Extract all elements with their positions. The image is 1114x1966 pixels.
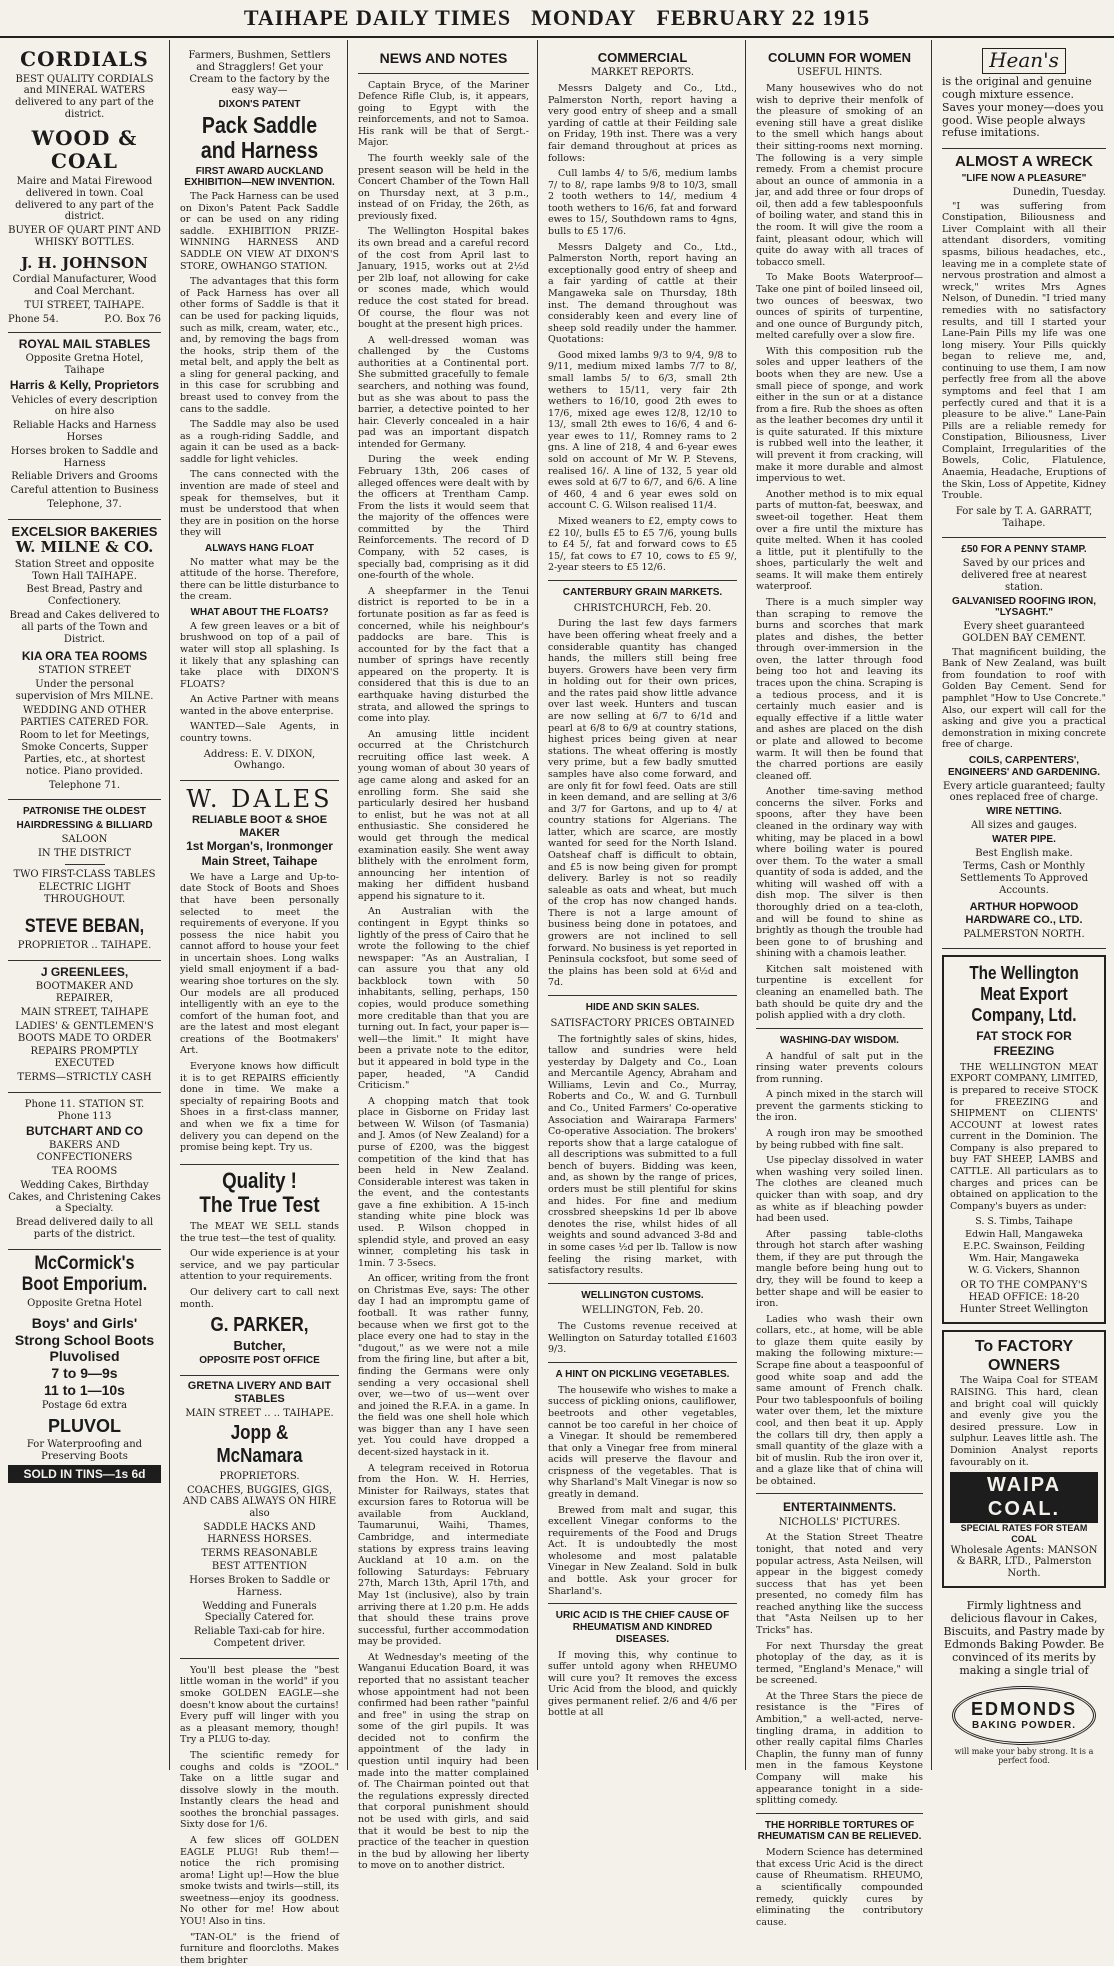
news-paragraph: At Wednesday's meeting of the Wanganui Education Board, it was reported that no assistant teacher whose appointment had not been confirmed had been rather "painful and free" in using the strap on some of the girl pupils. It was decided not to confirm the appointment of the lady in question until inquiry had been made into the matter complained of. The Chairman pointed out that the regulations expressly directed that corporal punishment should not be used with girls, and said that it would be best to nip the practice of the teacher in question in the bud by allowing her liberty to move on to another district. [358,1651,529,1872]
hide-subtitle: SATISFACTORY PRICES OBTAINED [550,1017,735,1029]
market-paragraph: Cull lambs 4/ to 5/6, medium lambs 7/ to 8/, rape lambs 9/8 to 10/3, small 2 tooth wethers to 14/, medium 4 tooth wethers to 16/6, fat and forward ewes to 15/, Southdown rams to 4gns, bulls to £5 17/6. [548,168,737,238]
column-5 [748,40,932,1928]
column-2 [172,40,348,1966]
edmonds-logo [952,1686,1096,1745]
wreck-seller: For sale by T. A. GARRATT, Taihape. [955,505,1093,529]
pluvol-brand: PLUVOL [47,1415,121,1436]
iron-text: That magnificent building, the Bank of New Zealand, was built from foundation to roof with Golden Bay Cement. Send for pamphlet "How to Use Concrete." Also, our expert will call for the asking and give you a practical demonstration in mixing concrete free of charge. [942,646,1106,751]
ad-dales [180,781,339,1164]
news-paragraph: An Australian with the contingent in Egypt thinks so lightly of the press of Cairo that he wrote the following to the chief newspaper: "As an Australian, I can assure you that any old backblock town with 50 inhabitants, selling, perhaps, 150 copies, would produce something more creditable than that you are turning out. In fact, your paper is—well—the limit." It might have been a private note to the editor, but it appeared in bold type in the paper, headed, "A Candid Criticism." [358,906,529,1092]
penny-sub: Saved by our prices and delivered free at nearest station. [961,558,1087,593]
dixon-patent: DIXON'S PATENT [218,99,301,111]
hide-title: HIDE AND SKIN SALES. [585,1001,700,1013]
commercial-section: COMMERCIAL [597,50,688,65]
uric-title: URIC ACID IS THE CHIEF CAUSE OF RHEUMATISM AND KINDRED DISEASES. [555,1610,730,1645]
pipe-sub: Best English make. [975,847,1073,859]
ad-hean [942,44,1106,149]
kia-ora-line: WEDDING AND OTHER PARTIES CATERED FOR. [20,704,149,728]
column-4 [540,40,746,1770]
royal-mail-line: Vehicles of every description on hire also [11,394,158,418]
dales-paragraph: Everyone knows how difficult it is to get REPAIRS efficiently done in time. We make a specialty of repairing Boots and Shoes in a first-class manner, and when we fix a time for delivery you can depend on the promise being kept. Try us. [180,1061,339,1154]
ad-parker [180,1165,339,1376]
dales-location: 1st Morgan's, Ironmonger [186,839,333,854]
women-paragraph: To Make Boots Waterproof—Take one pint of boiled linseed oil, two ounces of beeswax, two ounces of spirits of turpentine, and one ounce of Burgundy pitch, melted carefully over a slow fire. [756,272,923,342]
saloon-role: PROPRIETOR .. TAIHAPE. [17,940,152,952]
ad-gretna [180,1376,339,1659]
dales-sub: RELIABLE BOOT & SHOE MAKER [191,813,328,839]
iron-coils: COILS, CARPENTERS', ENGINEERS' AND GARDENING. [947,754,1101,778]
women-paragraph: Many housewives who do not wish to deprive their menfolk of the pleasure of smoking of an evening still have a great dislike to the smell which hangs about their sitting-rooms next morning. The following is a very simple remedy. From a chemist procure about an ounce of ammonia in a jar, and add three or four drops of oil, then add a few tablespoonfuls of boiling water, and stand this in the room. It will give the room a faint, pleasant odour, which will quite do away with all traces of tobacco smell. [756,83,923,268]
johnson-phone: Phone 54. [8,313,59,325]
kia-ora-phone: Telephone 71. [48,779,121,791]
cordials-title: CORDIALS [20,47,149,71]
factory-text: The Waipa Coal for STEAM RAISING. This hard, clean and bright coal will quickly and evenly give you the desired pressure. Low in sulphur. Leaves little ash. The Dominion Analyst reports favourably on it. [950,1375,1098,1468]
tobacco-paragraph: A few slices off GOLDEN EAGLE PLUG! Rub them!—notice the rich promising aroma! Light up!—How the blue smoke twists and twirls—still, its sweetness—enjoy its goodness. No other for me! How about YOU! Also in tins. [180,1834,339,1928]
gretna-line: SADDLE HACKS AND HARNESS HORSES. [203,1521,316,1545]
saloon-line: PATRONISE THE OLDEST [23,806,146,818]
mccormick-sub: Opposite Gretna Hotel [27,1297,142,1309]
gretna-line: Horses Broken to Saddle or Harness. [189,1575,330,1598]
royal-mail-phone: Telephone, 37. [47,498,122,510]
butchart-line: Wedding Cakes, Birthday Cakes, and Christening Cakes a Specialty. [8,1179,161,1215]
ad-wreck [942,149,1106,538]
butchart-line: Bread delivered daily to all parts of the district. [15,1217,154,1241]
grain-title: CANTERBURY GRAIN MARKETS. [562,586,723,598]
wood-coal-title: WOOD & COAL [31,125,138,174]
ad-hopwood [942,538,1106,949]
royal-mail-line: Careful attention to Business [10,485,159,497]
market-body [548,83,737,574]
tobacco-notices [180,1665,339,1966]
water-pipe: WATER PIPE. [992,833,1056,845]
entertainments-paragraph: At the Three Stars the piece de resistance is the "Fires of Ambition," a well-acted, nerve-tingling drama, in addition to other really capital films Charles Chaplin, the funny man of funny men in the famous Keystone Company will make his appearance tonight in a side-splitting comedy. [756,1690,923,1807]
meat-buyer: S. S. Timbs, Taihape [975,1216,1073,1228]
meat-buyer: W. G. Vickers, Shannon [968,1265,1080,1277]
women-body [756,83,923,1022]
washing-paragraph: Use pipeclay dissolved in water when washing very soiled linen. The clothes are cleaned much quicker than with soap, and dry as white as if bleaching powder had been used. [756,1155,923,1225]
women-paragraph: Another time-saving method concerns the silver. Forks and spoons, after they have been cleaned in the ordinary way with whiting, may be placed in a bowl where boiling water is poured over them. To the water a small quantity of soda is added, and the whiting will washed off with a dish mop. The silver is then thoroughly dried on a tea-cloth, and will be found to shine as brightly as though the trouble had been gone to of brushing and shining with a chamois leather. [756,786,923,960]
hean-text: is the original and genuine cough mixture essence. Saves your money—does you good. Wise people always refuse imitations. [942,74,1104,140]
johnson-name: J. H. JOHNSON [21,253,148,272]
parker-location: OPPOSITE POST OFFICE [199,1355,320,1366]
parker-paragraph: Our wide experience is at your service, and we pay particular attention to your requirements. [180,1248,339,1283]
cordials-text: BEST QUALITY CORDIALS and MINERAL WATERS delivered to any part of the district. [15,73,154,120]
parker-paragraph: The MEAT WE SELL stands the true test—the test of quality. [180,1221,339,1244]
royal-mail-title: ROYAL MAIL STABLES [18,336,151,351]
news-body [358,80,529,1872]
issue-day: MONDAY [531,5,637,30]
kia-ora-line: Room to let for Meetings, Smoke Concerts, Supper Parties, etc., at shortest notice. Piano provided. [19,730,150,777]
dixon-paragraph: The Pack Harness can be used on Dixon's Patent Pack Saddle or can be used on any riding saddle. EXHIBITION PRIZE-WINNING HARNESS AND SADDLE ON VIEW AT DIXON'S STORE, OWHANGO STATION. [180,191,339,272]
column-3 [350,40,538,1872]
ad-dixon [180,44,339,781]
customs-dateline: WELLINGTON, Feb. 20. [581,1305,704,1317]
news-paragraph: A chopping match that took place in Gisborne on Friday last between W. Wilson (of Tasmania) and J. Amos (of New Zealand) for a purse of £200, was the biggest competition of the kind that has been held in New Zealand. Considerable interest was taken in the event, and the contestants gave a fine exhibition. A 15-inch standing white pine block was used. P. Wilson chopped in splendid style, and proved an easy winner, completing his task in 1min. 7 3-5secs. [358,1095,529,1269]
dixon-paragraph: The cans connected with the invention are made of steel and speak for themselves, but it must be understood that when they are in position on the horse they will [180,469,339,539]
dales-paragraph: We have a Large and Up-to-date Stock of Boots and Shoes that have been personally selected to meet the requirements of everyone. If you possess the nice habit you cannot afford to house your feet in uncertain shoes. Long walks yield small enjoyment if a bad-wearing shoe tortures on the sly. Our models are all produced intelligently with an eye to the comfort of the human foot, and are the latest and most elegant creations of the Bootmakers' Art. [180,871,339,1057]
dixon-paragraph: An Active Partner with means wanted in the above enterprise. [180,694,339,717]
royal-mail-line: Horses broken to Saddle and Harness [10,445,159,469]
women-paragraph: Another method is to mix equal parts of mutton-fat, beeswax, and sweet-oil together. Heat them over a fire until the mixture has quite melted. When it has cooled a little, put it plentifully to the shoes, particularly the welt and seams. It will make them entirely waterproof. [756,488,923,593]
edmonds-brand: EDMONDS [970,1698,1077,1719]
parker-name: G. PARKER, [210,1314,309,1337]
kia-ora-line: Under the personal supervision of Mrs MILNE. [15,679,154,703]
wreck-dateline: Dunedin, Tuesday. [1012,186,1106,198]
pickle-paragraph: Brewed from malt and sugar, this excellent Vinegar conforms to the requirements of the Food and Drugs Act. It is undoubtedly the most wholesome and most palatable Vinegar in New Zealand. Sold in bulk and bottle. Ask your grocer for Sharland's. [548,1504,737,1597]
gretna-title: GRETNA LIVERY AND BAIT STABLES [187,1379,332,1405]
wood-coal-text: Maire and Matai Firewood delivered in town. Coal delivered to any part of the district. [15,175,154,223]
johnson-role: Cordial Manufacturer, Wood and Coal Merchant. [12,274,157,298]
iron-sub: Every sheet guaranteed GOLDEN BAY CEMENT. [962,621,1086,644]
news-paragraph: A sheepfarmer in the Tenui district is reported to be in a fortunate position as far as feed is concerned, while his neighbour's paddocks are bare. This is accounted for by the fact that a number of springs have recently appeared on the property. It is considered that this is due to an earthquake having disturbed the strata, and allowed the springs to come into play. [358,585,529,725]
grain-paragraph: During the last few days farmers have been offering wheat freely and a considerable quantity has changed hands, the millers still being free buyers. Growers have been very firm in holding out for their own prices, and the rates paid show little advance over last week. Hunters and tuscan are now selling at 6/7 to 6/1d and pearl at 6/8 to 6/9 at country stations, highest prices being given at near stations. The wheat offering is mostly very prime, but a few badly smutted samples have also come forward, and are only fit for fowl feed. Oats are still in keen demand, and are selling at 3/6 and 3/7 for Gartons, and up to 4/ at country stations for Algerians. The latter, which are scarce, are mostly wanted for seed for the North Island. Oatsheaf chaff is difficult to obtain, and £5 is now being given for prompt delivery. Barley is not so readily saleable as oats and wheat, but much of the crop has now changed hands. There is not a large amount of business being done in potatoes, and growers are not inclined to sell forward. No business is yet reported in Peninsula cocksfoot, but some seed of the plains has been sold at 6½d and 7d. [548,618,737,989]
women-title: COLUMN FOR WOMEN [768,50,911,65]
butchart-line: BAKERS AND CONFECTIONERS [36,1140,133,1164]
news-title: NEWS AND NOTES [379,50,508,66]
royal-mail-line: Reliable Hacks and Harness Horses [12,420,157,443]
rheum-paragraph: Modern Science has determined that excess Uric Acid is the direct cause of Rheumatism. RHEUMO, a scientifically compounded remedy, quickly cures by eliminating the contributory cause. [756,1847,923,1928]
ad-cordials [8,44,161,333]
wreck-subtitle: "LIFE NOW A PLEASURE" [961,173,1087,185]
dixon-paragraph: The advantages that this form of Pack Harness has over all other forms of Saddle is that it can be used for packing liquids, such as milk, cream, water, etc., and, by removing the bags from the hooks, strip them of the metal belt, and apply the belt as a sling for general packing, and in this case for scrubbing and breast used to convey from the cans to the saddle. [180,276,339,415]
gretna-line: COACHES, BUGGIES, GIGS, AND CABS ALWAYS ON HIRE also [182,1484,337,1520]
bakeries-name: W. MILNE & CO. [15,538,154,557]
dixon-intro: Farmers, Bushmen, Settlers and Stragglers! Get your Cream to the factory by the easy way— [188,50,331,97]
bakeries-line: Best Bread, Pastry and Confectionery. [26,584,143,608]
customs-title: WELLINGTON CUSTOMS. [581,1289,704,1301]
bottles-text: BUYER OF QUART PINT AND WHISKY BOTTLES. [8,225,161,248]
wire-sizes: All sizes and gauges. [970,819,1078,831]
washing-paragraph: After passing table-cloths through hot starch after washing them, if they are put through the mangle before being hung out to dry, they will be found to keep a better shape and will be easier to iron. [756,1228,923,1310]
quality-title: Quality ! [222,1167,297,1193]
wreck-title: ALMOST A WRECK [954,153,1094,171]
news-paragraph: A telegram received in Rotorua from the Hon. W. H. Herries, Minister for Railways, states that excursion fares to Rotorua will be available from Auckland, Taumarunui, Waihi, Thames, Cambridge, and intermediate stations by express trains leaving Auckland at 10 a.m. on the following Saturdays: February 27th, March 13th, April 17th, and May 1st (inclusive), also by train arriving there at 1.20 p.m. He adds that should these trains prove successful, further accommodation may be provided. [358,1462,529,1648]
bakeries-line: Bread and Cakes delivered to all parts of the Town and District. [9,609,160,645]
dixon-float-warning: ALWAYS HANG FLOAT [205,542,314,554]
market-paragraph: Messrs Dalgety and Co., Ltd., Palmerston North, report having a very good entry of sheep and a small yarding of cattle at their Feilding sale on Friday, 19th inst. There was a very fair demand throughout at prices as follows: [548,83,737,164]
meat-title: The Wellington Meat Export Company, Ltd. [969,963,1079,1025]
dixon-award: FIRST AWARD AUCKLAND EXHIBITION—NEW INVENTION. [184,165,335,189]
saloon-line: SALOON [61,834,108,846]
dales-name: W. DALES [186,785,333,814]
bakeries-title: EXCELSIOR BAKERIES [11,523,158,539]
gretna-street: MAIN STREET .. .. TAIHAPE. [185,1407,334,1419]
edmonds-subtitle: BAKING POWDER. [971,1719,1076,1731]
women-paragraph: Kitchen salt moistened with turpentine is excellent for cleaning an enamelled bath. The bath should be quite dry and the polish applied with a dry cloth. [756,963,923,1022]
mccormick-price: 7 to 9—9s [51,1364,118,1381]
kia-ora-sub: STATION STREET [38,665,131,677]
women-paragraph: There is a much simpler way than scraping to remove the burns and scorches that mark plates and dishes, the better through over-immersion in the oven, the latter through food being too hot and leaving its traces upon the china. Scraping is a tedious process, and it is certainly much easier and is equally effective if a little water and ashes are placed on the dish or plate and allowed to become warm. It will then be found that the charred portions are easily cleaned off. [756,596,923,782]
entertainments-title: ENTERTAINMENTS. [782,1500,897,1515]
news-paragraph: Captain Bryce, of the Mariner Defence Rifle Club, is, it appears, going to Egypt with the reinforcements, and not to Samoa. His rank will be that of Sergt.-Major. [358,79,529,149]
pickle-paragraph: The housewife who wishes to make a success of pickling onions, cauliflower, beetroots and other vegetables, cannot be too careful in her choice of a Vinegar. It should be remembered that only a Vinegar free from mineral acids will preserve the flavour and crispness of the vegetables. That is why Sharland's Malt Vinegar is now so greatly in demand. [548,1384,737,1500]
dixon-title: Pack Saddle and Harness [200,111,319,164]
factory-agent: Wholesale Agents: MANSON & BARR, LTD., Palmerston North. [950,1544,1098,1580]
news-paragraph: During the week ending February 13th, 206 cases of alleged offences were dealt with by the officers at Trentham Camp. From the lists it would seem that the majority of the offences were committed by the Third Reinforcements. The record of D Company, with 52 cases, is specially bad, comprising as it did one-fourth of the whole. [358,454,529,582]
greenlees-line: BOOTMAKER AND REPAIRER, [35,981,134,1005]
kia-ora-title: KIA ORA TEA ROOMS [21,649,148,664]
hean-brand: Hean's [982,48,1066,74]
ad-saloon [8,800,161,961]
market-paragraph: Good mixed lambs 9/3 to 9/4, 9/8 to 9/11, medium mixed lambs 7/7 to 8/, small lambs 5/ to 6/3, small 2th wethers to 15/11, very fair 2th wethers to 16/10, good 2th ewes to 17/6, mixed age ewes 12/8, 12/10 to 13/, small 2th ewes to 16/6, 4 and 6-year ewes to 11/, Romney rams to 2 gns. A line of 218, 4 and 6-year ewes sold on account of Mr W. P. Stevens, realised 16/. A line of 132, 5 year old ewes sold at 6/7 to 6/7, and 6/6. A line of 460, 4 and 6 year ewes sold on account C. G. Wilson realised 11/4. [548,349,737,512]
butchart-name: BUTCHART AND CO [26,1124,143,1139]
meat-office: OR TO THE COMPANY'S HEAD OFFICE: 18-20 Hunter Street Wellington [959,1280,1089,1315]
factory-title: To FACTORY OWNERS [974,1337,1074,1374]
uric-paragraph: If moving this, why continue to suffer untold agony when RHEUMO will cure you? It removes the excess Uric Acid from the blood, and quickly gives permanent relief. 2/6 and 4/6 per bottle at all [548,1649,737,1719]
tobacco-paragraph: "TAN-OL" is the friend of furniture and floorcloths. Makes them brighter [180,1931,339,1966]
entertainments-paragraph: At the Station Street Theatre tonight, that noted and very popular actress, Asta Neilsen, will appear in the biggest comedy success that has yet been presented, no comedy film has reached anything like the success that "Asta Neilsen up to her Tricks" has. [756,1532,923,1636]
ad-bakeries [8,520,161,801]
women-paragraph: With this composition rub the soles and upper leathers of the boots when they are new. Use a small piece of sponge, and work either in the sun or at a distance from a fire. Rub the shoes as often as the leather becomes dry until it is quite saturated. If this mixture is rubbed well into the leather, it will prevent it from cracking, will make it more durable and almost impervious to wet. [756,345,923,485]
tobacco-paragraph: The scientific remedy for coughs and colds is "ZOOL." Take on a little sugar and dissolve slowly in the mouth. Instantly clears the head and soothes the bronchial passages. Sixty dose for 1/6. [180,1749,339,1831]
meat-buyer: Edwin Hall, Mangaweka [965,1228,1083,1240]
edmonds-slogan: will make your baby strong. It is a perfect food. [954,1746,1094,1766]
greenlees-line: REPAIRS PROMPTLY EXECUTED [30,1046,139,1070]
waipa-brand: WAIPA COAL. [950,1472,1098,1523]
column-1 [0,40,170,1770]
pickle-title: A HINT ON PICKLING VEGETABLES. [555,1368,730,1380]
johnson-box: P.O. Box 76 [104,313,161,325]
market-reports-title: MARKET REPORTS. [590,67,695,79]
pluvol-tins: SOLD IN TINS—1s 6d [8,1465,161,1483]
entertainments-paragraph: For next Thursday the great photoplay of the day, as it is termed, "England's Menace," will be screened. [756,1640,923,1687]
mccormick-offer: Boys' and Girls' Strong School Boots Pluvolised [14,1315,155,1365]
ad-edmonds [942,1594,1106,1774]
meat-buyer: E.P.C. Swainson, Feilding [963,1240,1085,1252]
washing-title: WASHING-DAY WISDOM. [780,1034,899,1046]
hopwood-location: PALMERSTON NORTH. [963,928,1085,940]
ad-greenlees [8,961,161,1093]
hopwood-terms: Terms, Cash or Monthly Settlements To Approved Accounts. [960,861,1088,896]
johnson-street: TUI STREET, TAIHAPE. [24,300,145,312]
washing-paragraph: A handful of salt put in the rinsing water prevents colours from running. [756,1050,923,1085]
news-paragraph: A well-dressed woman was challenged by the Customs authorities at a Continental port. She submitted gracefully to female searchers, and nothing was found, but as she was about to pass the barrier, a detective pointed to her hair. Cleverly concealed in a hair pad was an important dispatch intended for Germany. [358,334,529,450]
market-paragraph: Mixed weaners to £2, empty cows to £2 10/, bulls £5 to £5 7/6, young bulls to £4 5/, fat and forward cows to £5 15/, fat cows to £7 10, cows to £5 9/, 2-year steers to £5 12/6. [548,515,737,574]
quality-subtitle: The True Test [199,1191,320,1217]
mccormick-price: 11 to 1—10s [44,1381,125,1398]
saloon-proprietor: STEVE BEBAN, [24,916,145,937]
greenlees-line: MAIN STREET, TAIHAPE [20,1006,149,1018]
issue-date: FEBRUARY 22 1915 [656,5,871,30]
entertainments-subtitle: NICHOLLS' PICTURES. [778,1516,901,1528]
parker-role: Butcher, [233,1337,286,1353]
iron-guarantee: Every article guaranteed; faulty ones replaced free of charge. [942,780,1106,804]
mccormick-postage: Postage 6d extra [41,1400,128,1412]
butchart-phone: Phone 11. STATION ST. Phone 113 [24,1098,145,1122]
factory-rates: SPECIAL RATES FOR STEAM COAL [960,1523,1088,1544]
rheum-title: THE HORRIBLE TORTURES OF RHEUMATISM CAN BE RELIEVED. [757,1819,922,1843]
meat-subtitle: FAT STOCK FOR FREEZING [976,1029,1072,1058]
meat-buyer: Wm. Hair, Mangaweka [969,1252,1079,1264]
washing-paragraph: A rough iron may be smoothed by being rubbed with fine salt. [756,1128,923,1151]
grain-dateline: CHRISTCHURCH, Feb. 20. [573,602,712,614]
iron-title: GALVANISED ROOFING IRON, "LYSAGHT." [951,595,1097,619]
women-subtitle: USEFUL HINTS. [796,67,883,79]
dixon-paragraph: A few green leaves or a bit of brushwood on top of a pail of water will stop all splashing. Is it likely that any splashing can take place with DIXON'S FLOATS? [180,620,339,690]
hide-paragraph: The fortnightly sales of skins, hides, tallow and sundries were held yesterday by Dalgety and Co., Loan and Mercantile Agency, Abraham and Williams, Levin and Co., Murray, Roberts and Co., W. and G. Turnbull and Co., United Farmers' Co-operative Association and Wairarapa Farmers' Co-operative Association. The brokers' reports show that a large catalogue of all descriptions was submitted to a full bench of buyers. Bidding was keen, and, as shown by the range of prices, orders must be still plentiful for skins and hides. For fine and medium crossbred sheepskins 1d per lb above denotes the rise, whilst hides of all weights and sound advanced 3-8d and in some cases ½d per lb. Tallow is now feeling the rising market, with satisfactory results. [548,1033,737,1277]
dixon-floats-question: WHAT ABOUT THE FLOATS? [190,607,329,619]
dales-location: Main Street, Taihape [201,853,318,868]
column-6 [934,40,1114,1770]
ad-mccormick [8,1250,161,1489]
masthead [0,0,1114,38]
royal-mail-proprietors: Harris & Kelly, Proprietors [9,378,160,393]
royal-mail-line: Reliable Drivers and Grooms [11,471,158,483]
washing-paragraph: Ladies who wash their own collars, etc., at home, will be able to glaze them quite easily by making the following mixture:—Scrape fine about a teaspoonful of good white soap and add the same amount of French chalk. Pour two tablespoonfuls of boiling water over them, let the mixture cool, and then beat it up. Apply the collars till dry, then apply a small quantity of the glaze with a bit of muslin. Rub the iron over it, and a glaze like that of china will be obtained. [756,1313,923,1487]
mccormick-title: McCormick's Boot Emporium. [21,1252,148,1295]
saloon-line: TWO FIRST-CLASS TABLES [13,868,156,880]
ad-royal-mail [8,333,161,520]
market-paragraph: Messrs Dalgety and Co., Ltd., Palmerston North, report having an exceptionally good entry of sheep and a fair yarding of cattle at their Mangaweka sale on Thursday, 18th inst. The demand throughout was considerably keen and every line of sheep sold readily under the hammer. Quotations: [548,241,737,346]
gretna-line: Wedding and Funerals Specially Catered for. [202,1600,317,1624]
gretna-line: Reliable Taxi-cab for hire. Competent driver. [194,1626,325,1650]
dixon-paragraph: The Saddle may also be used as a rough-riding Saddle, and again it can be used as a back-saddle for light vehicles. [180,419,339,465]
saloon-line: ELECTRIC LIGHT THROUGHOUT. [38,882,131,906]
dixon-address: Address: E. V. DIXON, Owhango. [203,748,316,772]
ad-waipa-coal [942,1330,1106,1588]
news-paragraph: An officer, writing from the front on Christmas Eve, says: The other day I had an impromptu game of football. It was rather funny, because when we first got to the place every one had to stay in the "dugout," as we were not a mile from the firing line, but after a bit, finding the Germans were only sending a very occasional shell over, we—two of us—went over and joined the R.F.A. in a game. In the field was one shell hole which was bigger than any I have seen yet. You could have dropped a decent-sized haystack in it. [358,1273,529,1458]
gretna-line: BEST ATTENTION [211,1561,308,1573]
edmonds-text: Firmly lightness and delicious flavour in Cakes, Biscuits, and Pastry made by Edmonds Baking Powder. Be convinced of its merits by making a single trial of [943,1598,1105,1677]
greenlees-name: J GREENLEES, [40,965,129,980]
news-paragraph: An amusing little incident occurred at the Christchurch recruiting office last week. A young woman of about 30 years of age came along and asked for an enrolling form. She said she particularly desired her husband to enlist, but he was not at all enthusiastic. She considered he would get through the medical examination easily. She went away blithely with the enrolment form, announcing her intention of making her diffident husband append his signature to it. [358,728,529,902]
meat-text: THE WELLINGTON MEAT EXPORT COMPANY, LIMITED, is prepared to receive STOCK for FREEZING and SHIPMENT on CLIENTS' ACCOUNT at lowest rates current in the Dominion. The Company is also prepared to buy FAT SHEEP, LAMBS and CATTLE. All particulars as to charges and prices can be obtained on application to the Company's buyers as under: [950,1061,1098,1212]
bakeries-address: Station Street and opposite Town Hall TAIHAPE. [14,558,155,582]
ad-meat-export [942,955,1106,1323]
newspaper-title: TAIHAPE DAILY TIMES [243,5,512,30]
news-paragraph: The fourth weekly sale of the present season will be held in the Concert Chamber of the Town Hall on Thursday next, at 3 p.m., instead of on Friday, the 26th, as previously fixed. [358,152,529,222]
greenlees-line: LADIES' & GENTLEMEN'S BOOTS MADE TO ORDER [15,1020,154,1044]
penny-title: £50 FOR A PENNY STAMP. [961,544,1087,556]
wire-netting: WIRE NETTING. [986,806,1062,818]
gretna-proprietors: PROPRIETORS. [219,1470,300,1482]
dixon-paragraph: No matter what may be the attitude of the horse. Therefore, there can be little disturbance to the cream. [180,556,339,603]
dixon-paragraph: WANTED—Sale Agents, in country towns. [180,721,339,745]
washing-paragraph: A pinch mixed in the starch will prevent the garments sticking to the iron. [756,1089,923,1124]
greenlees-line: TERMS—STRICTLY CASH [17,1071,152,1083]
news-paragraph: The Wellington Hospital bakes its own bread and a careful record of the cost from April last to January, 1915, works out at 2½d per 2lb loaf, not allowing for cake or scones made, which would reduce the cost stated for bread. Of course, the flour was not bought at the present high prices. [358,226,529,331]
wreck-paragraph: "I was suffering from Constipation, Biliousness and Liver Complaint with all their attendant disorders, vomiting spasms, bilious headaches, etc., leaving me in a complete state of nervous prostration and almost a wreck," writes Mrs Agnes Nelson, of Dunedin. "I tried many remedies with no satisfactory results, and till I started your Lane-Pain Pills my life was one long misery. Your Pills quickly began to relieve me, and, continuing to use them, I am now perfectly free from all the above symptoms and feel that I am perfectly cured and that it is a pleasure to be alive." Lane-Pain Pills are a reliable remedy for Constipation, Biliousness, Liver Complaint, Irregularities of the Bowels, Colic, Flatulence, Anaemia, Headache, Eruptions of the Skin, Loss of Appetite, Kidney Trouble. [942,200,1106,502]
customs-paragraph: The Customs revenue received at Wellington on Saturday totalled £1603 9/3. [548,1321,737,1356]
ad-butchart [8,1093,161,1250]
gretna-firm: Jopp & McNamara [216,1421,303,1468]
tobacco-paragraph: You'll best please the "best little woman in the world" if you smoke GOLDEN EAGLE—she doesn't know about the curtains! Every puff will linger with you as a pleasant memory, though! Try a PLUG to-day. [180,1664,339,1746]
hopwood-name: ARTHUR HOPWOOD HARDWARE CO., LTD. [965,900,1083,926]
saloon-line: HAIRDRESSING & BILLIARD [16,820,153,832]
royal-mail-sub: Opposite Gretna Hotel, Taihape [25,352,144,376]
saloon-line: IN THE DISTRICT [37,847,132,859]
gretna-line: TERMS REASONABLE [201,1547,318,1559]
parker-paragraph: Our delivery cart to call next month. [180,1286,339,1310]
butchart-line: TEA ROOMS [51,1166,118,1178]
pluvol-use: For Waterproofing and Preserving Boots [26,1439,143,1462]
